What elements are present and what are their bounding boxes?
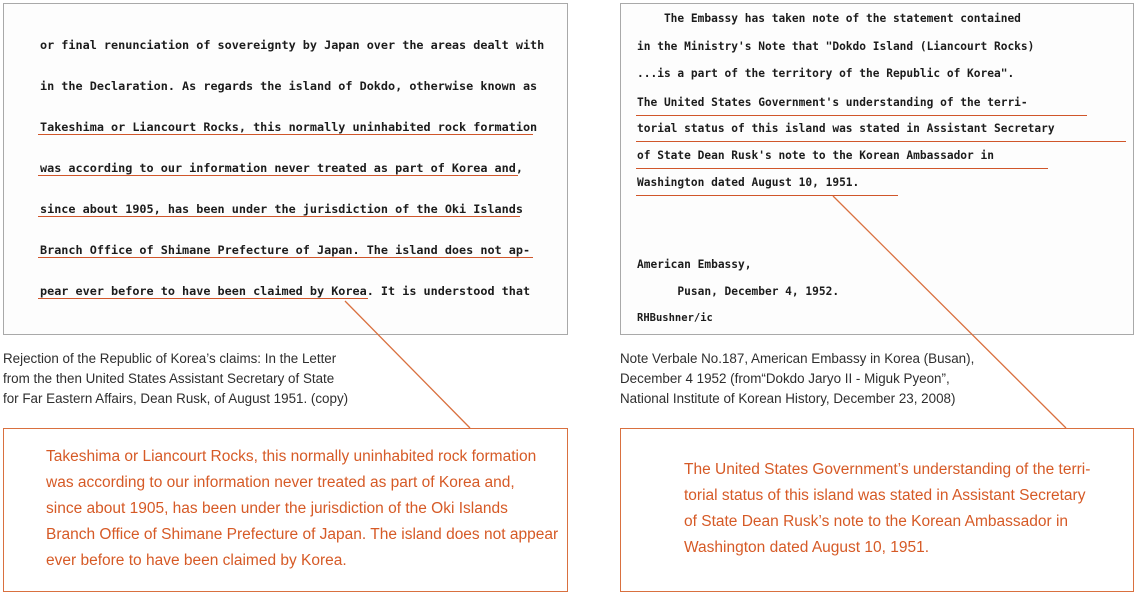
right-scan-line: in the Ministry's Note that "Dokdo Island (Liancourt Rocks) — [637, 40, 1035, 53]
right-scan-line: The Embassy has taken note of the statement contained — [637, 12, 1021, 25]
callout-line: Takeshima or Liancourt Rocks, this normally uninhabited rock formation — [46, 448, 537, 465]
right-scan-line-underlined: The United States Government's understanding of the terri- — [637, 96, 1028, 109]
right-scan-line-underlined: of State Dean Rusk's note to the Korean Ambassador in — [637, 149, 994, 162]
left-leader-line — [345, 301, 470, 428]
callout-line: Branch Office of Shimane Prefecture of Japan. The island does not appear — [46, 526, 559, 543]
left-scan-line-underlined: Branch Office of Shimane Prefecture of Japan. The island does not ap- — [40, 243, 531, 257]
callout-line: was according to our information never treated as part of Korea and, — [46, 474, 515, 491]
right-leader-line — [833, 196, 1066, 428]
callout-line: since about 1905, has been under the jurisdiction of the Oki Islands — [46, 500, 508, 517]
caption-line: for Far Eastern Affairs, Dean Rusk, of August 1951. (copy) — [3, 391, 349, 406]
callout-line: of State Dean Rusk’s note to the Korean Ambassador in — [684, 513, 1069, 530]
left-scan-line-underlined: was according to our information never treated as part of Korea and, — [40, 161, 523, 175]
caption-line: Rejection of the Republic of Korea’s claims: In the Letter — [3, 351, 337, 366]
left-scan-line: or final renunciation of sovereignty by Japan over the areas dealt with — [40, 38, 545, 52]
signoff-initials: RHBushner/ic — [637, 312, 713, 324]
signoff-embassy: American Embassy, — [637, 258, 752, 271]
right-scan-line-underlined: Washington dated August 10, 1951. — [637, 176, 860, 189]
caption-line: Note Verbale No.187, American Embassy in Korea (Busan), — [620, 351, 975, 366]
callout-line: torial status of this island was stated in Assistant Secretary — [684, 487, 1086, 504]
caption-line: National Institute of Korean History, December 23, 2008) — [620, 391, 956, 406]
callout-line: ever before to have been claimed by Korea. — [46, 552, 347, 569]
caption-line: from the then United States Assistant Secretary of State — [3, 371, 335, 386]
right-scan-line-underlined: torial status of this island was stated in Assistant Secretary — [637, 122, 1055, 135]
callout-line: Washington dated August 10, 1951. — [684, 539, 930, 556]
callout-line: The United States Government’s understanding of the terri- — [684, 461, 1091, 478]
left-scan-line-underlined: Takeshima or Liancourt Rocks, this normally uninhabited rock formation — [40, 120, 538, 134]
left-scan-line: in the Declaration. As regards the island of Dokdo, otherwise known as — [40, 79, 538, 93]
right-scan-line: ...is a part of the territory of the Republic of Korea". — [637, 67, 1015, 80]
left-scan-line-underlined: pear ever before to have been claimed by Korea. It is understood that — [40, 284, 531, 298]
left-scan-line-underlined: since about 1905, has been under the jurisdiction of the Oki Islands — [40, 202, 523, 216]
signoff-date: Pusan, December 4, 1952. — [637, 285, 840, 298]
caption-line: December 4 1952 (from“Dokdo Jaryo II - Miguk Pyeon”, — [620, 371, 950, 386]
